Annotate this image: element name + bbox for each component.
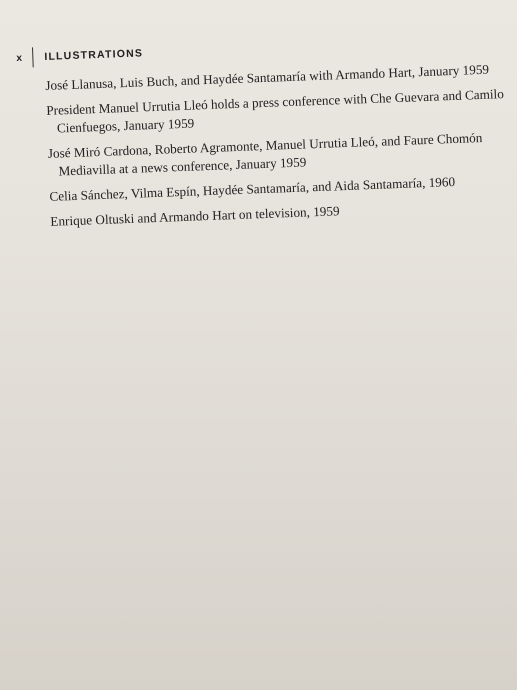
page-number: x <box>16 52 23 64</box>
list-item: Celia Sánchez, Vilma Espín, Haydée Santamaría, and Aida Santamaría, 1960 <box>49 174 456 204</box>
page-content <box>16 30 513 239</box>
list-item: José Llanusa, Luis Buch, and Haydée Santamaría with Armando Hart, January 1959 <box>45 61 490 93</box>
section-title: ILLUSTRATIONS <box>44 47 144 63</box>
header-divider <box>32 47 34 67</box>
list-item: Enrique Oltuski and Armando Hart on television, 1959 <box>50 203 340 229</box>
list-item: José Miró Cardona, Roberto Agramonte, Manuel Urrutia Lleó, and Faure Chomón Mediavilla at a news conference, January 1959 <box>47 129 483 179</box>
show-through-text <box>29 258 517 690</box>
illustrations-list <box>17 60 512 232</box>
list-item: President Manuel Urrutia Lleó holds a press conference with Che Guevara and Camilo Cienfuegos, January 1959 <box>46 86 505 136</box>
